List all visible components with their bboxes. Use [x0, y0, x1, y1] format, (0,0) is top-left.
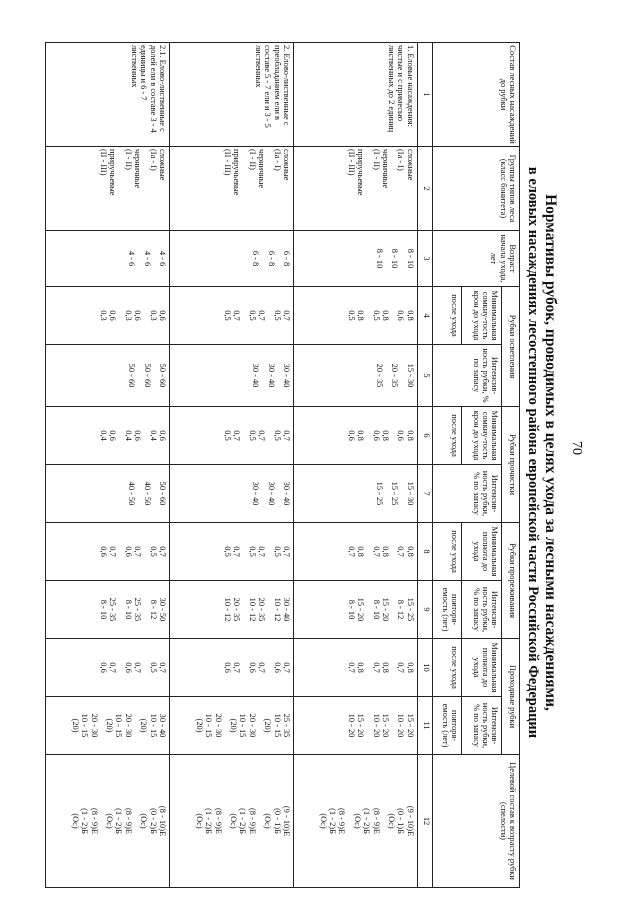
prorezh-intensity-value: 30 - 50 [158, 597, 167, 622]
prorezh-min-density: 0,7 [158, 546, 167, 557]
proch-min-density: 0,7 [232, 430, 242, 441]
proch-intensity-cell [46, 465, 170, 523]
header-proch-after: после ухода [432, 407, 461, 465]
prorezh-min-cell [46, 523, 170, 581]
proch-min-density: 0,4 [98, 430, 108, 441]
prokhod-min-density: 0,6 [272, 662, 282, 673]
prorezh-min-density: 0,5 [272, 546, 282, 557]
prorezh-min-density: 0,8 [381, 546, 391, 557]
osv-min-density: 0,6 [158, 310, 167, 321]
header-osv-min: Минимальная сомкну-тость крон до ухода [461, 287, 502, 345]
prokhod-intensity-value: 10 - 15 [148, 713, 158, 738]
prorezh-intensity-value: 25 - 35 [108, 597, 118, 622]
header-prokhod-min: Минимальная полнота до ухода [461, 639, 502, 697]
proch-intensity-value: 15 - 25 [390, 481, 400, 506]
column-number: 11 [417, 697, 432, 755]
prokhod-intensity-value: 10 - 20 [396, 713, 406, 738]
proch-intensity-value: 30 - 40 [281, 481, 291, 506]
header-composition: Состав лесных насаждений до рубки [432, 43, 519, 147]
header-group-prokhodnye: Проходные рубки [502, 639, 520, 755]
target-composition-value: (Ос) [70, 813, 80, 829]
target-composition-value: (0 - 1)Б [272, 808, 282, 834]
column-number: 5 [417, 345, 432, 407]
prorezh-intensity-value: 8 - 10 [371, 599, 381, 620]
prokhod-min-density: 0,7 [108, 662, 118, 673]
prorezh-intensity-value: 15 - 20 [356, 597, 366, 622]
forest-type-name: сложные [281, 149, 291, 181]
column-number: 9 [417, 581, 432, 639]
prorezh-min-cell [170, 523, 294, 581]
target-composition-cell [170, 755, 294, 888]
start-age-value: 6 - 8 [281, 250, 291, 267]
proch-min-density: 0,6 [396, 430, 406, 441]
prokhod-min-density: 0,8 [405, 662, 415, 673]
prorezh-min-density: 0,5 [148, 546, 158, 557]
prorezh-min-density: 0,5 [222, 546, 232, 557]
spacer [276, 467, 282, 520]
start-age-value: 8 - 10 [375, 248, 385, 269]
prokhod-min-density: 0,8 [381, 662, 391, 673]
table-row [46, 43, 170, 888]
document-title: Нормативы рубок, проводимых в целях ухода за лесными насаждениями, [542, 194, 559, 711]
table-row [293, 43, 417, 888]
prokhod-min-density: 0,7 [281, 662, 291, 673]
prokhod-intensity-value: 15 - 20 [356, 713, 366, 738]
proch-intensity-value: 15 - 25 [375, 481, 385, 506]
prorezh-min-density: 0,5 [247, 546, 257, 557]
prorezh-min-density: 0,7 [396, 546, 406, 557]
osv-min-density: 0,5 [371, 310, 381, 321]
osv-min-cell [170, 287, 294, 345]
prorezh-intensity-value: 30 - 40 [281, 597, 291, 622]
header-prokhod-repeat: повторя-емость (лет) [432, 697, 461, 755]
spacer [133, 699, 139, 752]
start-age-cell [46, 231, 170, 287]
header-group-osvetlenie: Рубки осветления [502, 287, 520, 407]
column-number: 4 [417, 287, 432, 345]
target-composition-value: (Ос) [194, 813, 204, 829]
prorezh-intensity-value: 15 - 25 [405, 597, 415, 622]
osv-min-density: 0,6 [108, 310, 118, 321]
osv-intensity-value: 20 - 35 [375, 363, 385, 388]
prokhod-min-cell [170, 639, 294, 697]
prokhod-intensity-value: 10 - 15 [80, 713, 90, 738]
forest-type-name: черничные [133, 149, 143, 189]
column-number: 8 [417, 523, 432, 581]
proch-intensity-value: 40 - 50 [127, 481, 137, 506]
target-composition-value: (Ос) [263, 813, 273, 829]
target-composition-value: (Ос) [228, 813, 238, 829]
prorezh-min-cell [293, 523, 417, 581]
prorezh-min-density: 0,7 [257, 546, 267, 557]
header-start-age: Возраст начала ухода, лет [432, 231, 519, 287]
osv-min-density: 0,7 [232, 310, 242, 321]
osv-min-density: 0,8 [381, 310, 391, 321]
prokhod-intensity-value: 30 - 40 [158, 713, 167, 738]
proch-min-density: 0,4 [148, 430, 158, 441]
forest-type-class: (Ia - I) [272, 149, 282, 171]
header-proch-min: Минимальная сомкну-тость крон до ухода [461, 407, 502, 465]
spacer [223, 699, 229, 752]
osv-min-density: 0,7 [281, 310, 291, 321]
header-prokhod-after: после ухода [432, 639, 461, 697]
osv-intensity-value: 20 - 35 [390, 363, 400, 388]
target-composition-value: (Ос) [387, 813, 397, 829]
column-number: 2 [417, 147, 432, 231]
composition-text: 2. Елово-лиственные с преобладанием ели в составе 5 - 7 ели и 3 - 5 лиственных [253, 45, 291, 128]
osv-intensity-cell [293, 345, 417, 407]
start-age-value: 6 - 8 [266, 250, 276, 267]
osv-min-cell [293, 287, 417, 345]
proch-intensity-cell [293, 465, 417, 523]
osv-intensity-value: 30 - 40 [251, 363, 261, 388]
page-number: 70 [569, 441, 584, 455]
forest-type-cell [293, 147, 417, 231]
target-composition-value: (1 - 2)Б [328, 808, 338, 834]
prokhod-min-density: 0,6 [98, 662, 108, 673]
prokhod-min-density: 0,5 [148, 662, 158, 673]
forest-type-class: (II - III) [346, 149, 356, 176]
forest-type-class: (I - II) [123, 149, 133, 170]
prorezh-min-density: 0,7 [133, 546, 143, 557]
header-osv-after: после ухода [432, 287, 461, 345]
column-number: 7 [417, 465, 432, 523]
prokhod-min-density: 0,7 [346, 662, 356, 673]
prokhod-intensity-cell [293, 697, 417, 755]
proch-min-density: 0,6 [158, 430, 167, 441]
proch-min-density: 0,6 [371, 430, 381, 441]
target-composition-value: (1 - 2)Б [80, 808, 90, 834]
start-age-value: 4 - 6 [142, 250, 152, 267]
osv-intensity-value: 50 - 60 [127, 363, 137, 388]
prokhod-intensity-value: 20 - 30 [123, 713, 133, 738]
column-number-row [417, 43, 432, 888]
prokhod-intensity-value: (20) [263, 718, 273, 733]
prorezh-intensity-value: 8 - 10 [98, 599, 108, 620]
forest-type-name: приручьевые [232, 149, 242, 196]
osv-min-density: 0,5 [346, 310, 356, 321]
target-composition-value: (9 - 10)Е [405, 805, 415, 837]
prorezh-intensity-value: 10 - 12 [222, 597, 232, 622]
osv-intensity-value: 30 - 40 [266, 363, 276, 388]
forest-type-cell [170, 147, 294, 231]
prokhod-min-density: 0,7 [257, 662, 267, 673]
document-subtitle: в еловых насаждениях лесостепного района европейской части Российской Федерации [525, 166, 541, 739]
osv-min-density: 0,3 [98, 310, 108, 321]
prokhod-intensity-value: (20) [194, 718, 204, 733]
prorezh-min-density: 0,7 [346, 546, 356, 557]
table-row [170, 43, 294, 888]
prorezh-intensity-value: 8 - 12 [396, 599, 406, 620]
proch-min-density: 0,8 [356, 430, 366, 441]
target-composition-cell [293, 755, 417, 888]
prokhod-intensity-value: 15 - 20 [405, 713, 415, 738]
target-composition-value: (8 - 9)Е [213, 807, 223, 835]
composition-text: 1. Еловые насаждения: чистые и с примесью лиственных до 2 единиц [387, 45, 415, 133]
prorezh-min-density: 0,7 [108, 546, 118, 557]
column-number: 12 [417, 755, 432, 888]
prokhod-intensity-cell [46, 697, 170, 755]
osv-intensity-cell [170, 345, 294, 407]
column-number: 1 [417, 43, 432, 147]
proch-min-cell [170, 407, 294, 465]
prorezh-intensity-value: 20 - 35 [232, 597, 242, 622]
prorezh-min-density: 0,7 [281, 546, 291, 557]
prorezh-min-density: 0,7 [232, 546, 242, 557]
spacer [257, 699, 263, 752]
prokhod-min-density: 0,6 [247, 662, 257, 673]
osv-min-cell [46, 287, 170, 345]
prokhod-intensity-value: 20 - 30 [247, 713, 257, 738]
forest-type-name: сложные [405, 149, 415, 181]
spacer [152, 233, 158, 284]
spacer [223, 757, 229, 885]
osv-min-density: 0,6 [133, 310, 143, 321]
header-prorezh-repeat: повторя-емость (лет) [432, 581, 461, 639]
prorezh-min-density: 0,6 [98, 546, 108, 557]
prorezh-intensity-cell [170, 581, 294, 639]
forest-type-name: черничные [381, 149, 391, 189]
prorezh-min-density: 0,7 [371, 546, 381, 557]
prorezh-intensity-value: 15 - 20 [381, 597, 391, 622]
header-proch-intensity: Интенсив-ность рубки, % по запасу [432, 465, 502, 523]
header-osv-intensity: Интенсив-ность рубки, % по запасу [432, 345, 502, 407]
proch-intensity-cell [170, 465, 294, 523]
prorezh-intensity-value: 8 - 12 [148, 599, 158, 620]
proch-intensity-value: 15 - 30 [405, 481, 415, 506]
prokhod-intensity-value: 25 - 35 [281, 713, 291, 738]
proch-min-density: 0,6 [108, 430, 118, 441]
prokhod-min-density: 0,6 [123, 662, 133, 673]
spacer [99, 699, 105, 752]
norms-table [45, 42, 520, 888]
forest-type-cell [46, 147, 170, 231]
start-age-cell [170, 231, 294, 287]
prorezh-min-density: 0,6 [123, 546, 133, 557]
prokhod-intensity-cell [170, 697, 294, 755]
spacer [152, 347, 158, 404]
composition-cell [46, 43, 170, 147]
forest-type-name: черничные [257, 149, 267, 189]
start-age-value: 6 - 8 [251, 250, 261, 267]
header-row-groups [502, 43, 520, 888]
target-composition-value: (Ос) [318, 813, 328, 829]
prokhod-intensity-value: 10 - 15 [114, 713, 124, 738]
osv-intensity-value: 30 - 40 [281, 363, 291, 388]
osv-min-density: 0,8 [405, 310, 415, 321]
proch-min-density: 0,8 [405, 430, 415, 441]
prorezh-intensity-cell [46, 581, 170, 639]
target-composition-value: (Ос) [352, 813, 362, 829]
start-age-value: 8 - 10 [390, 248, 400, 269]
osv-min-density: 0,3 [148, 310, 158, 321]
target-composition-value: (1 - 2)Б [238, 808, 248, 834]
proch-min-density: 0,5 [272, 430, 282, 441]
start-age-cell [293, 231, 417, 287]
proch-min-density: 0,6 [346, 430, 356, 441]
prokhod-intensity-value: 20 - 30 [89, 713, 99, 738]
forest-type-name: сложные [158, 149, 167, 181]
forest-type-name: приручьевые [108, 149, 118, 196]
column-number: 10 [417, 639, 432, 697]
prorezh-intensity-value: 25 - 35 [133, 597, 143, 622]
forest-type-class: (I - II) [371, 149, 381, 170]
proch-min-density: 0,8 [381, 430, 391, 441]
prokhod-min-density: 0,7 [232, 662, 242, 673]
target-composition-value: (8 - 9)Е [371, 807, 381, 835]
spacer [133, 757, 139, 885]
prorezh-intensity-value: 8 - 10 [346, 599, 356, 620]
table-body [46, 43, 520, 888]
prokhod-intensity-value: (20) [104, 718, 114, 733]
prokhod-min-cell [46, 639, 170, 697]
header-target-composition: Целевой состав к возрасту рубки (спелости) [432, 755, 519, 888]
prokhod-min-density: 0,7 [371, 662, 381, 673]
forest-type-class: (II - III) [98, 149, 108, 176]
prorezh-intensity-value: 8 - 10 [123, 599, 133, 620]
proch-min-density: 0,5 [222, 430, 232, 441]
proch-min-density: 0,5 [247, 430, 257, 441]
prokhod-min-density: 0,8 [356, 662, 366, 673]
prorezh-min-density: 0,8 [356, 546, 366, 557]
prokhod-intensity-value: (20) [139, 718, 149, 733]
proch-intensity-value: 40 - 50 [142, 481, 152, 506]
prokhod-intensity-value: (20) [70, 718, 80, 733]
spacer [276, 233, 282, 284]
osv-min-density: 0,8 [356, 310, 366, 321]
osv-min-density: 0,6 [396, 310, 406, 321]
composition-cell [293, 43, 417, 147]
prokhod-min-density: 0,7 [396, 662, 406, 673]
target-composition-value: (8 - 9)Е [123, 807, 133, 835]
proch-intensity-value: 30 - 40 [266, 481, 276, 506]
target-composition-value: (8 - 9)Е [89, 807, 99, 835]
spacer [276, 347, 282, 404]
prokhod-min-cell [293, 639, 417, 697]
header-prorezh-intensity: Интенсив-ность рубки, % по запасу [461, 581, 502, 639]
prorezh-min-density: 0,8 [405, 546, 415, 557]
target-composition-value: (9 - 10)Е [281, 805, 291, 837]
forest-type-class: (I - II) [247, 149, 257, 170]
proch-min-density: 0,4 [123, 430, 133, 441]
prokhod-intensity-value: 10 - 15 [204, 713, 214, 738]
prokhod-intensity-value: (20) [228, 718, 238, 733]
forest-type-name: приручьевые [356, 149, 366, 196]
prorezh-intensity-cell [293, 581, 417, 639]
header-group-prochistka: Рубки прочистки [502, 407, 520, 523]
target-composition-value: (8 - 9)Е [337, 807, 347, 835]
osv-intensity-cell [46, 345, 170, 407]
target-composition-value: (Ос) [139, 813, 149, 829]
proch-min-density: 0,7 [257, 430, 267, 441]
target-composition-value: (Ос) [104, 813, 114, 829]
prokhod-intensity-value: 15 - 20 [381, 713, 391, 738]
prorezh-intensity-value: 10 - 12 [247, 597, 257, 622]
target-composition-value: (1 - 2)Б [114, 808, 124, 834]
header-group-prorezhivanie: Рубки прореживания [502, 523, 520, 639]
osv-min-density: 0,5 [272, 310, 282, 321]
start-age-value: 8 - 10 [405, 248, 415, 269]
osv-min-density: 0,5 [222, 310, 232, 321]
prokhod-intensity-value: 10 - 15 [272, 713, 282, 738]
prokhod-min-density: 0,7 [158, 662, 167, 673]
osv-min-density: 0,3 [123, 310, 133, 321]
prokhod-min-density: 0,7 [133, 662, 143, 673]
proch-min-cell [293, 407, 417, 465]
prorezh-intensity-value: 10 - 12 [272, 597, 282, 622]
target-composition-cell [46, 755, 170, 888]
osv-intensity-value: 50 - 60 [142, 363, 152, 388]
target-composition-value: (8 - 9)Е [247, 807, 257, 835]
header-forest-type: Группы типов леса (класс бонитета) [432, 147, 519, 231]
prorezh-intensity-value: 20 - 35 [257, 597, 267, 622]
proch-intensity-value: 50 - 60 [158, 481, 167, 506]
column-number: 3 [417, 231, 432, 287]
proch-min-cell [46, 407, 170, 465]
spacer [99, 757, 105, 885]
composition-text: 2.1. Елово-лиственные с долей ели в составе 3 - 4 единицы и 6 - 7 лиственных [129, 45, 167, 133]
prokhod-min-density: 0,6 [222, 662, 232, 673]
prokhod-intensity-value: 10 - 20 [371, 713, 381, 738]
forest-type-class: (Ia - I) [396, 149, 406, 171]
target-composition-value: (0 - 1)Б [396, 808, 406, 834]
target-composition-value: (0 - 2)Б [148, 808, 158, 834]
header-prorezh-min: Минимальная полнота до ухода [461, 523, 502, 581]
spacer [152, 467, 158, 520]
osv-intensity-value: 15 - 30 [405, 363, 415, 388]
target-composition-value: (1 - 2)Б [362, 808, 372, 834]
start-age-value: 4 - 6 [127, 250, 137, 267]
prokhod-intensity-value: 20 - 30 [213, 713, 223, 738]
forest-type-class: (II - III) [222, 149, 232, 176]
prokhod-intensity-value: 10 - 20 [346, 713, 356, 738]
osv-intensity-value: 50 - 60 [158, 363, 167, 388]
header-prorezh-after: после ухода [432, 523, 461, 581]
start-age-value: 4 - 6 [158, 250, 167, 267]
prokhod-intensity-value: 10 - 15 [238, 713, 248, 738]
osv-min-density: 0,7 [257, 310, 267, 321]
proch-min-density: 0,7 [281, 430, 291, 441]
osv-min-density: 0,5 [247, 310, 257, 321]
column-number: 6 [417, 407, 432, 465]
forest-type-class: (Ia - I) [148, 149, 158, 171]
target-composition-value: (8 - 10)Е [158, 805, 167, 837]
header-prokhod-intensity: Интенсив-ность рубки, % по запасу [461, 697, 502, 755]
proch-min-density: 0,6 [133, 430, 143, 441]
target-composition-value: (1 - 2)Б [204, 808, 214, 834]
proch-intensity-value: 30 - 40 [251, 481, 261, 506]
composition-cell [170, 43, 294, 147]
spacer [257, 757, 263, 885]
spacer [381, 757, 387, 885]
